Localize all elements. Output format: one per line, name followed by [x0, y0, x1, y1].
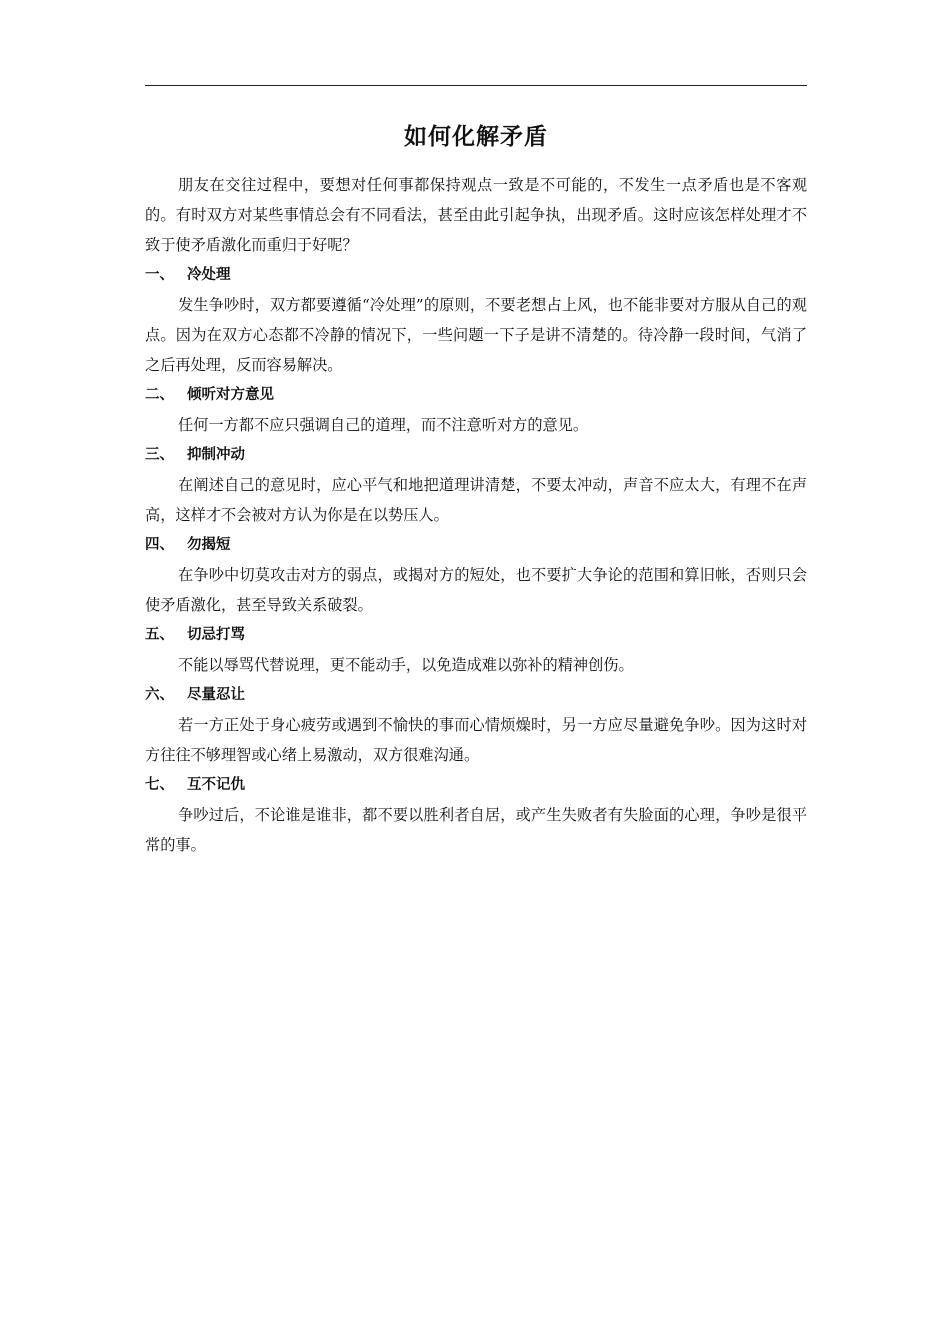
- section-number: 一、: [145, 267, 174, 283]
- section-title: 抑制冲动: [187, 447, 245, 463]
- document-title: 如何化解矛盾: [404, 123, 548, 150]
- section-body-4: 在争吵中切莫攻击对方的弱点，或揭对方的短处，也不要扩大争论的范围和算旧帐，否则只会使矛盾激化，甚至导致关系破裂。: [145, 566, 807, 614]
- section-heading-5: [145, 620, 807, 650]
- section-heading-2: [145, 380, 807, 410]
- section-title: 尽量忍让: [187, 687, 245, 703]
- document-body: [145, 170, 807, 860]
- section-number: 七、: [145, 777, 174, 793]
- section-body-3: 在阐述自己的意见时，应心平气和地把道理讲清楚，不要太冲动，声音不应太大，有理不在声高，这样才不会被对方认为你是在以势压人。: [145, 476, 807, 524]
- section-body-2: 任何一方都不应只强调自己的道理，而不注意听对方的意见。: [178, 416, 589, 434]
- section-title: 互不记仇: [187, 777, 245, 793]
- section-body-7: 争吵过后，不论谁是谁非，都不要以胜利者自居，或产生失败者有失脸面的心理，争吵是很平常的事。: [145, 806, 807, 854]
- section-heading-3: [145, 440, 807, 470]
- section-title: 勿揭短: [187, 537, 231, 553]
- section-number: 二、: [145, 387, 174, 403]
- section-heading-1: [145, 260, 807, 290]
- section-number: 六、: [145, 687, 174, 703]
- section-title: 切忌打骂: [187, 627, 245, 643]
- section-body-5: 不能以辱骂代替说理，更不能动手，以免造成难以弥补的精神创伤。: [178, 656, 634, 674]
- section-number: 四、: [145, 537, 174, 553]
- section-title: 冷处理: [187, 267, 231, 283]
- section-heading-7: [145, 770, 807, 800]
- section-body-6: 若一方正处于身心疲劳或遇到不愉快的事而心情烦燥时，另一方应尽量避免争吵。因为这时对方往往不够理智或心绪上易激动，双方很难沟通。: [145, 716, 807, 764]
- header-rule: [145, 85, 807, 86]
- section-title: 倾听对方意见: [187, 387, 274, 403]
- intro-paragraph: 朋友在交往过程中，要想对任何事都保持观点一致是不可能的，不发生一点矛盾也是不客观的。有时双方对某些事情总会有不同看法，甚至由此引起争执，出现矛盾。这时应该怎样处理才不致于使矛盾激化而重归于好呢？: [145, 176, 807, 254]
- section-body-1: 发生争吵时，双方都要遵循“冷处理”的原则，不要老想占上风，也不能非要对方服从自己的观点。因为在双方心态都不冷静的情况下，一些问题一下子是讲不清楚的。待冷静一段时间，气消了之后再处理，反而容易解决。: [145, 296, 807, 374]
- section-heading-4: [145, 530, 807, 560]
- section-number: 三、: [145, 447, 174, 463]
- section-heading-6: [145, 680, 807, 710]
- section-number: 五、: [145, 627, 174, 643]
